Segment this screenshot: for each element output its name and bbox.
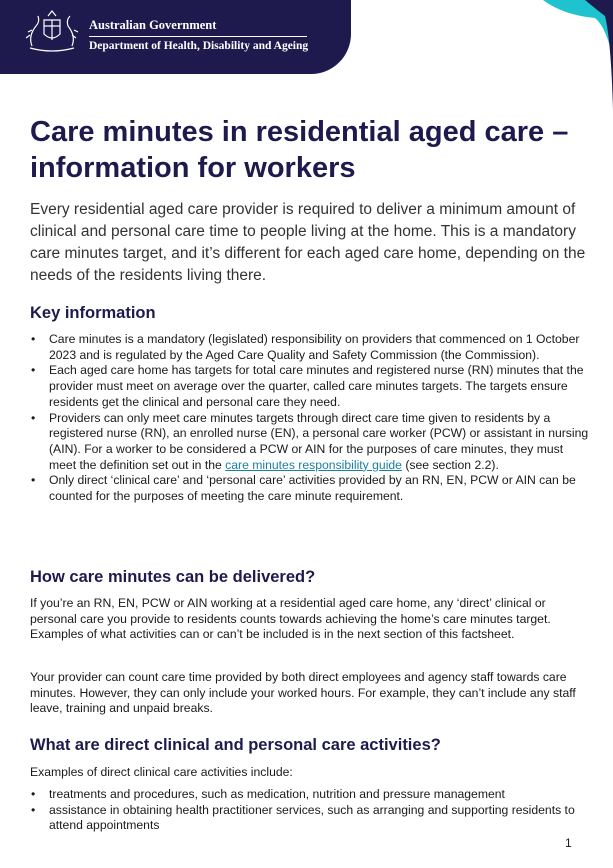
bullet-icon: • <box>31 332 36 346</box>
key-information-list <box>30 332 590 505</box>
intro-paragraph: Every residential aged care provider is required to deliver a minimum amount of clinical and personal care time to people living at the home. This is a mandatory care minutes target, and it’s different for each aged care home, depending on the needs of the residents living there. <box>30 201 586 284</box>
key-information-heading: Key information <box>30 304 156 322</box>
bullet-icon: • <box>31 787 36 801</box>
department-name: Department of Health, Disability and Ageing <box>89 40 309 52</box>
page-number: 1 <box>565 836 572 850</box>
list-item: • assistance in obtaining health practitioner services, such as arranging and supporting residents to attend appointments <box>31 802 575 833</box>
list-item: • Providers can only meet care minutes targets through direct care time given to residents by a registered nurse (RN), an enrolled nurse (EN), a personal care worker (PCW) or assistant in nursing (AIN). For a worker to be considered a PCW or AIN for the purposes of care minutes, they must meet the definition set out in the care minutes responsibility guide (see section 2.2). <box>31 410 589 472</box>
activities-heading: What are direct clinical and personal care activities? <box>30 736 441 754</box>
header-divider <box>89 36 307 37</box>
activities-intro: Examples of direct clinical care activities include: <box>30 765 293 779</box>
activities-list <box>30 787 590 834</box>
government-header <box>0 0 351 74</box>
corner-swoosh-decoration <box>503 0 613 110</box>
bullet-icon: • <box>31 802 36 817</box>
bullet-icon: • <box>31 473 36 488</box>
page-title: Care minutes in residential aged care – information for workers <box>30 116 569 184</box>
list-item: • Each aged care home has targets for total care minutes and registered nurse (RN) minutes that the provider must meet on average over the quarter, called care minutes targets. The targets ensure residents get the clinical and personal care they need. <box>31 363 584 409</box>
delivery-paragraph-1: If you’re an RN, EN, PCW or AIN working at a residential aged care home, any ‘direct’ clinical or personal care you provide to residents counts towards achieving the home’s care minutes target. Examples of what activities can or can’t be included is in the next section of this factsheet. <box>30 596 551 642</box>
list-item: • Care minutes is a mandatory (legislated) responsibility on providers that commenced on 1 October 2023 and is regulated by the Aged Care Quality and Safety Commission (the Commission). <box>31 332 580 362</box>
delivery-heading: How care minutes can be delivered? <box>30 568 316 586</box>
care-minutes-guide-link[interactable]: care minutes responsibility guide <box>225 457 402 472</box>
bullet-icon: • <box>31 363 36 378</box>
list-item: • treatments and procedures, such as medication, nutrition and pressure management <box>31 787 505 801</box>
government-name: Australian Government <box>89 18 217 32</box>
coat-of-arms-icon <box>22 8 82 54</box>
bullet-icon: • <box>31 410 36 425</box>
delivery-paragraph-2: Your provider can count care time provided by both direct employees and agency staff towards care minutes. However, they can only include your worked hours. For example, they can’t include any staff leave, training and unpaid breaks. <box>30 670 576 716</box>
list-item: • Only direct ‘clinical care’ and ‘personal care’ activities provided by an RN, EN, PCW or AIN can be counted for the purposes of meeting the care minute requirement. <box>31 473 576 504</box>
